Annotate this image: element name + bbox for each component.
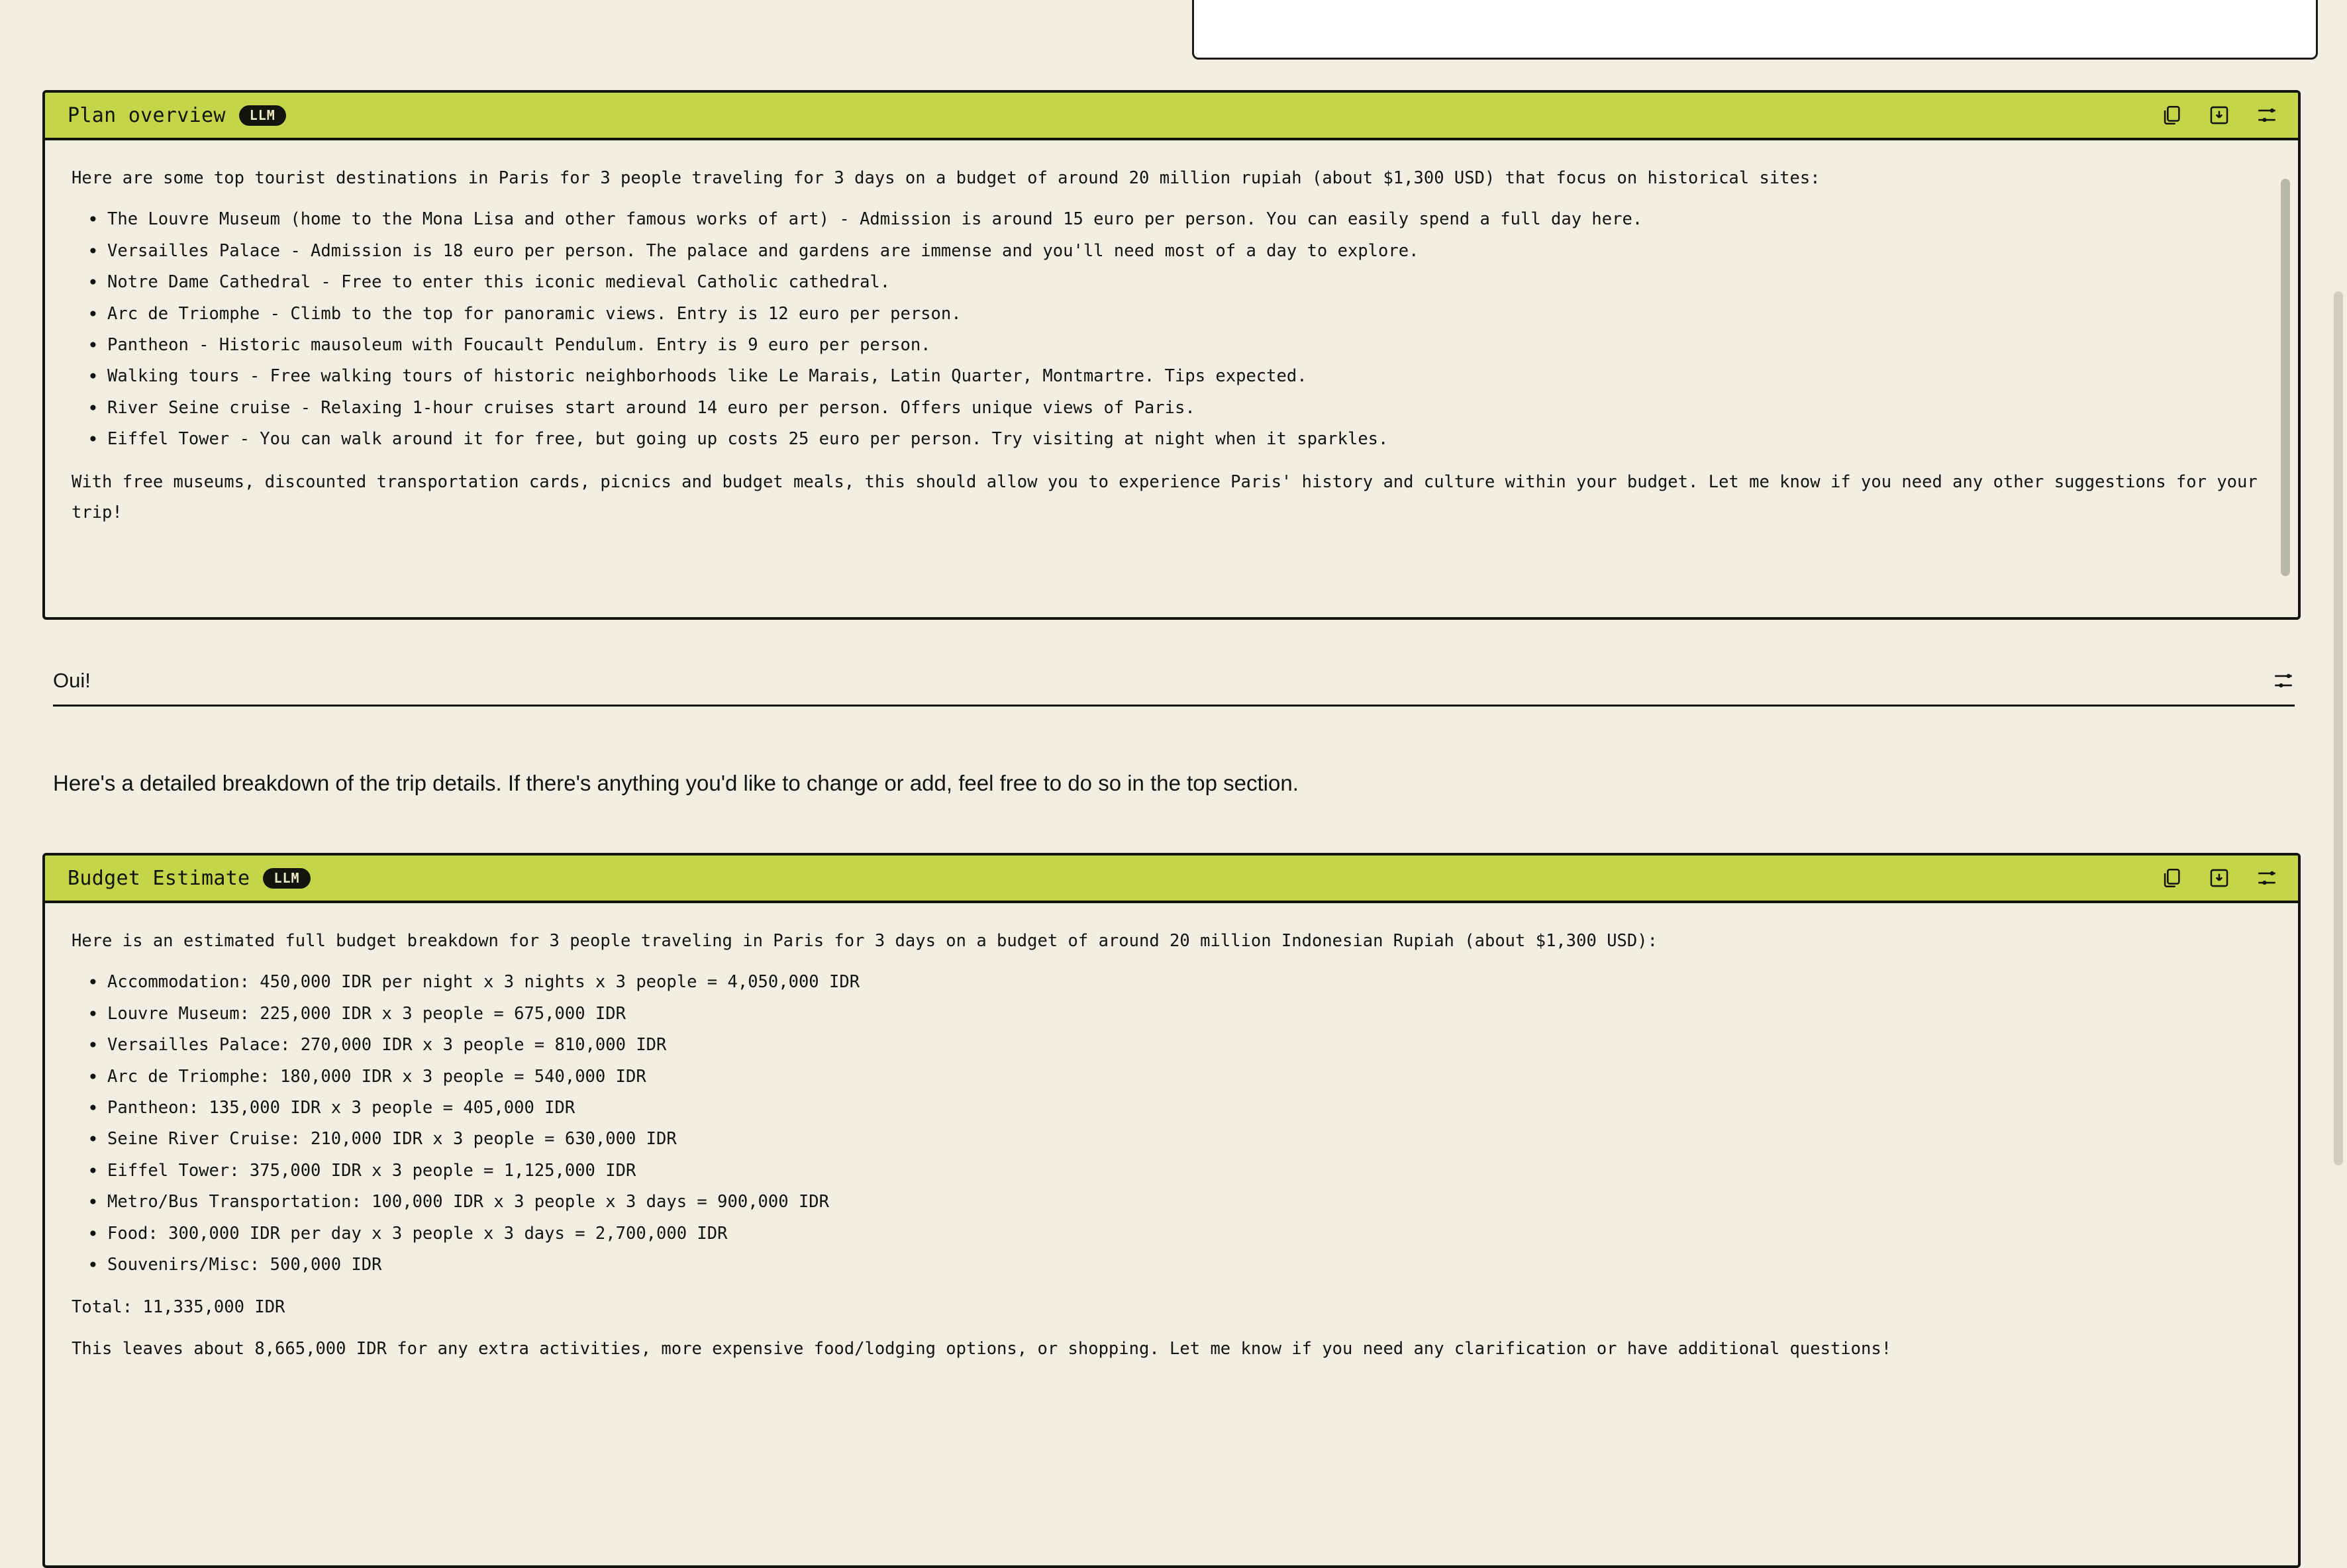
list-item: • Eiffel Tower: 375,000 IDR x 3 people = 1,125,000 IDR <box>107 1155 2272 1186</box>
list-item: • Seine River Cruise: 210,000 IDR x 3 people = 630,000 IDR <box>107 1124 2272 1154</box>
list-item: • Metro/Bus Transportation: 100,000 IDR x 3 people x 3 days = 900,000 IDR <box>107 1187 2272 1217</box>
list-item: • Versailles Palace: 270,000 IDR x 3 people = 810,000 IDR <box>107 1030 2272 1060</box>
copy-icon[interactable] <box>2160 104 2183 126</box>
llm-badge: LLM <box>239 105 286 126</box>
list-item: • Arc de Triomphe - Climb to the top for panoramic views. Entry is 12 euro per person. <box>107 299 2272 329</box>
list-item: • Arc de Triomphe: 180,000 IDR x 3 people = 540,000 IDR <box>107 1061 2272 1092</box>
budget-estimate-intro: Here is an estimated full budget breakdown for 3 people traveling in Paris for 3 days on a budget of around 20 million Indonesian Rupiah (about $1,300 USD): <box>72 931 1658 951</box>
budget-estimate-body <box>45 903 2298 1565</box>
list-item: • Souvenirs/Misc: 500,000 IDR <box>107 1250 2272 1280</box>
plan-overview-header-actions <box>2160 104 2278 126</box>
list-item: • Pantheon: 135,000 IDR x 3 people = 405,000 IDR <box>107 1093 2272 1123</box>
budget-estimate-card-header <box>45 856 2298 903</box>
user-message-text: Oui! <box>53 669 91 692</box>
llm-badge: LLM <box>263 868 310 889</box>
list-item: • The Louvre Museum (home to the Mona Lisa and other famous works of art) - Admission is around 15 euro per person. You can easily spend a full day here. <box>107 204 2272 234</box>
plan-overview-card <box>42 90 2301 620</box>
assistant-message-text: Here's a detailed breakdown of the trip details. If there's anything you'd like to change or add, feel free to do so in the top section. <box>53 771 1299 795</box>
plan-overview-list <box>72 204 2272 454</box>
sliders-icon[interactable] <box>2272 669 2295 692</box>
plan-overview-scroll-thumb[interactable] <box>2281 179 2290 576</box>
page-scrollbar[interactable] <box>2334 0 2343 1565</box>
plan-overview-intro: Here are some top tourist destinations in Paris for 3 people traveling for 3 days on a budget of around 20 million rupiah (about $1,300 USD) that focus on historical sites: <box>72 168 1821 188</box>
plan-overview-title: Plan overview <box>68 103 226 127</box>
list-item: • Versailles Palace - Admission is 18 euro per person. The palace and gardens are immense and you'll need most of a day to explore. <box>107 236 2272 266</box>
plan-overview-scrollbar[interactable] <box>2281 152 2290 605</box>
plan-overview-card-header <box>45 93 2298 140</box>
prompt-input-card-partial[interactable] <box>1192 0 2318 60</box>
list-item: • Louvre Museum: 225,000 IDR x 3 people = 675,000 IDR <box>107 999 2272 1029</box>
plan-overview-outro: With free museums, discounted transportation cards, picnics and budget meals, this should allow you to experience Paris' history and culture within your budget. Let me know if you need any other suggestions for your trip! <box>72 471 2258 523</box>
copy-icon[interactable] <box>2160 867 2183 889</box>
sliders-icon[interactable] <box>2256 104 2278 126</box>
budget-estimate-title: Budget Estimate <box>68 866 250 890</box>
budget-estimate-total: Total: 11,335,000 IDR <box>72 1297 285 1318</box>
list-item: • Food: 300,000 IDR per day x 3 people x 3 days = 2,700,000 IDR <box>107 1218 2272 1249</box>
list-item: • Notre Dame Cathedral - Free to enter this iconic medieval Catholic cathedral. <box>107 267 2272 297</box>
list-item: • Pantheon - Historic mausoleum with Foucault Pendulum. Entry is 9 euro per person. <box>107 330 2272 360</box>
user-message-row <box>53 669 2295 707</box>
budget-estimate-header-actions <box>2160 867 2278 889</box>
budget-estimate-card <box>42 853 2301 1568</box>
page-scroll-thumb[interactable] <box>2334 291 2343 1165</box>
sliders-icon[interactable] <box>2256 867 2278 889</box>
list-item: • River Seine cruise - Relaxing 1-hour cruises start around 14 euro per person. Offers unique views of Paris. <box>107 393 2272 423</box>
list-item: • Accommodation: 450,000 IDR per night x 3 nights x 3 people = 4,050,000 IDR <box>107 967 2272 997</box>
save-icon[interactable] <box>2208 104 2230 126</box>
save-icon[interactable] <box>2208 867 2230 889</box>
budget-estimate-list <box>72 967 2272 1280</box>
budget-estimate-outro: This leaves about 8,665,000 IDR for any extra activities, more expensive food/lodging options, or shopping. Let me know if you need any clarification or have additional questions! <box>72 1338 1892 1359</box>
plan-overview-body <box>45 140 2298 617</box>
list-item: • Walking tours - Free walking tours of historic neighborhoods like Le Marais, Latin Quarter, Montmartre. Tips expected. <box>107 361 2272 391</box>
list-item: • Eiffel Tower - You can walk around it for free, but going up costs 25 euro per person. Try visiting at night when it sparkles. <box>107 424 2272 454</box>
